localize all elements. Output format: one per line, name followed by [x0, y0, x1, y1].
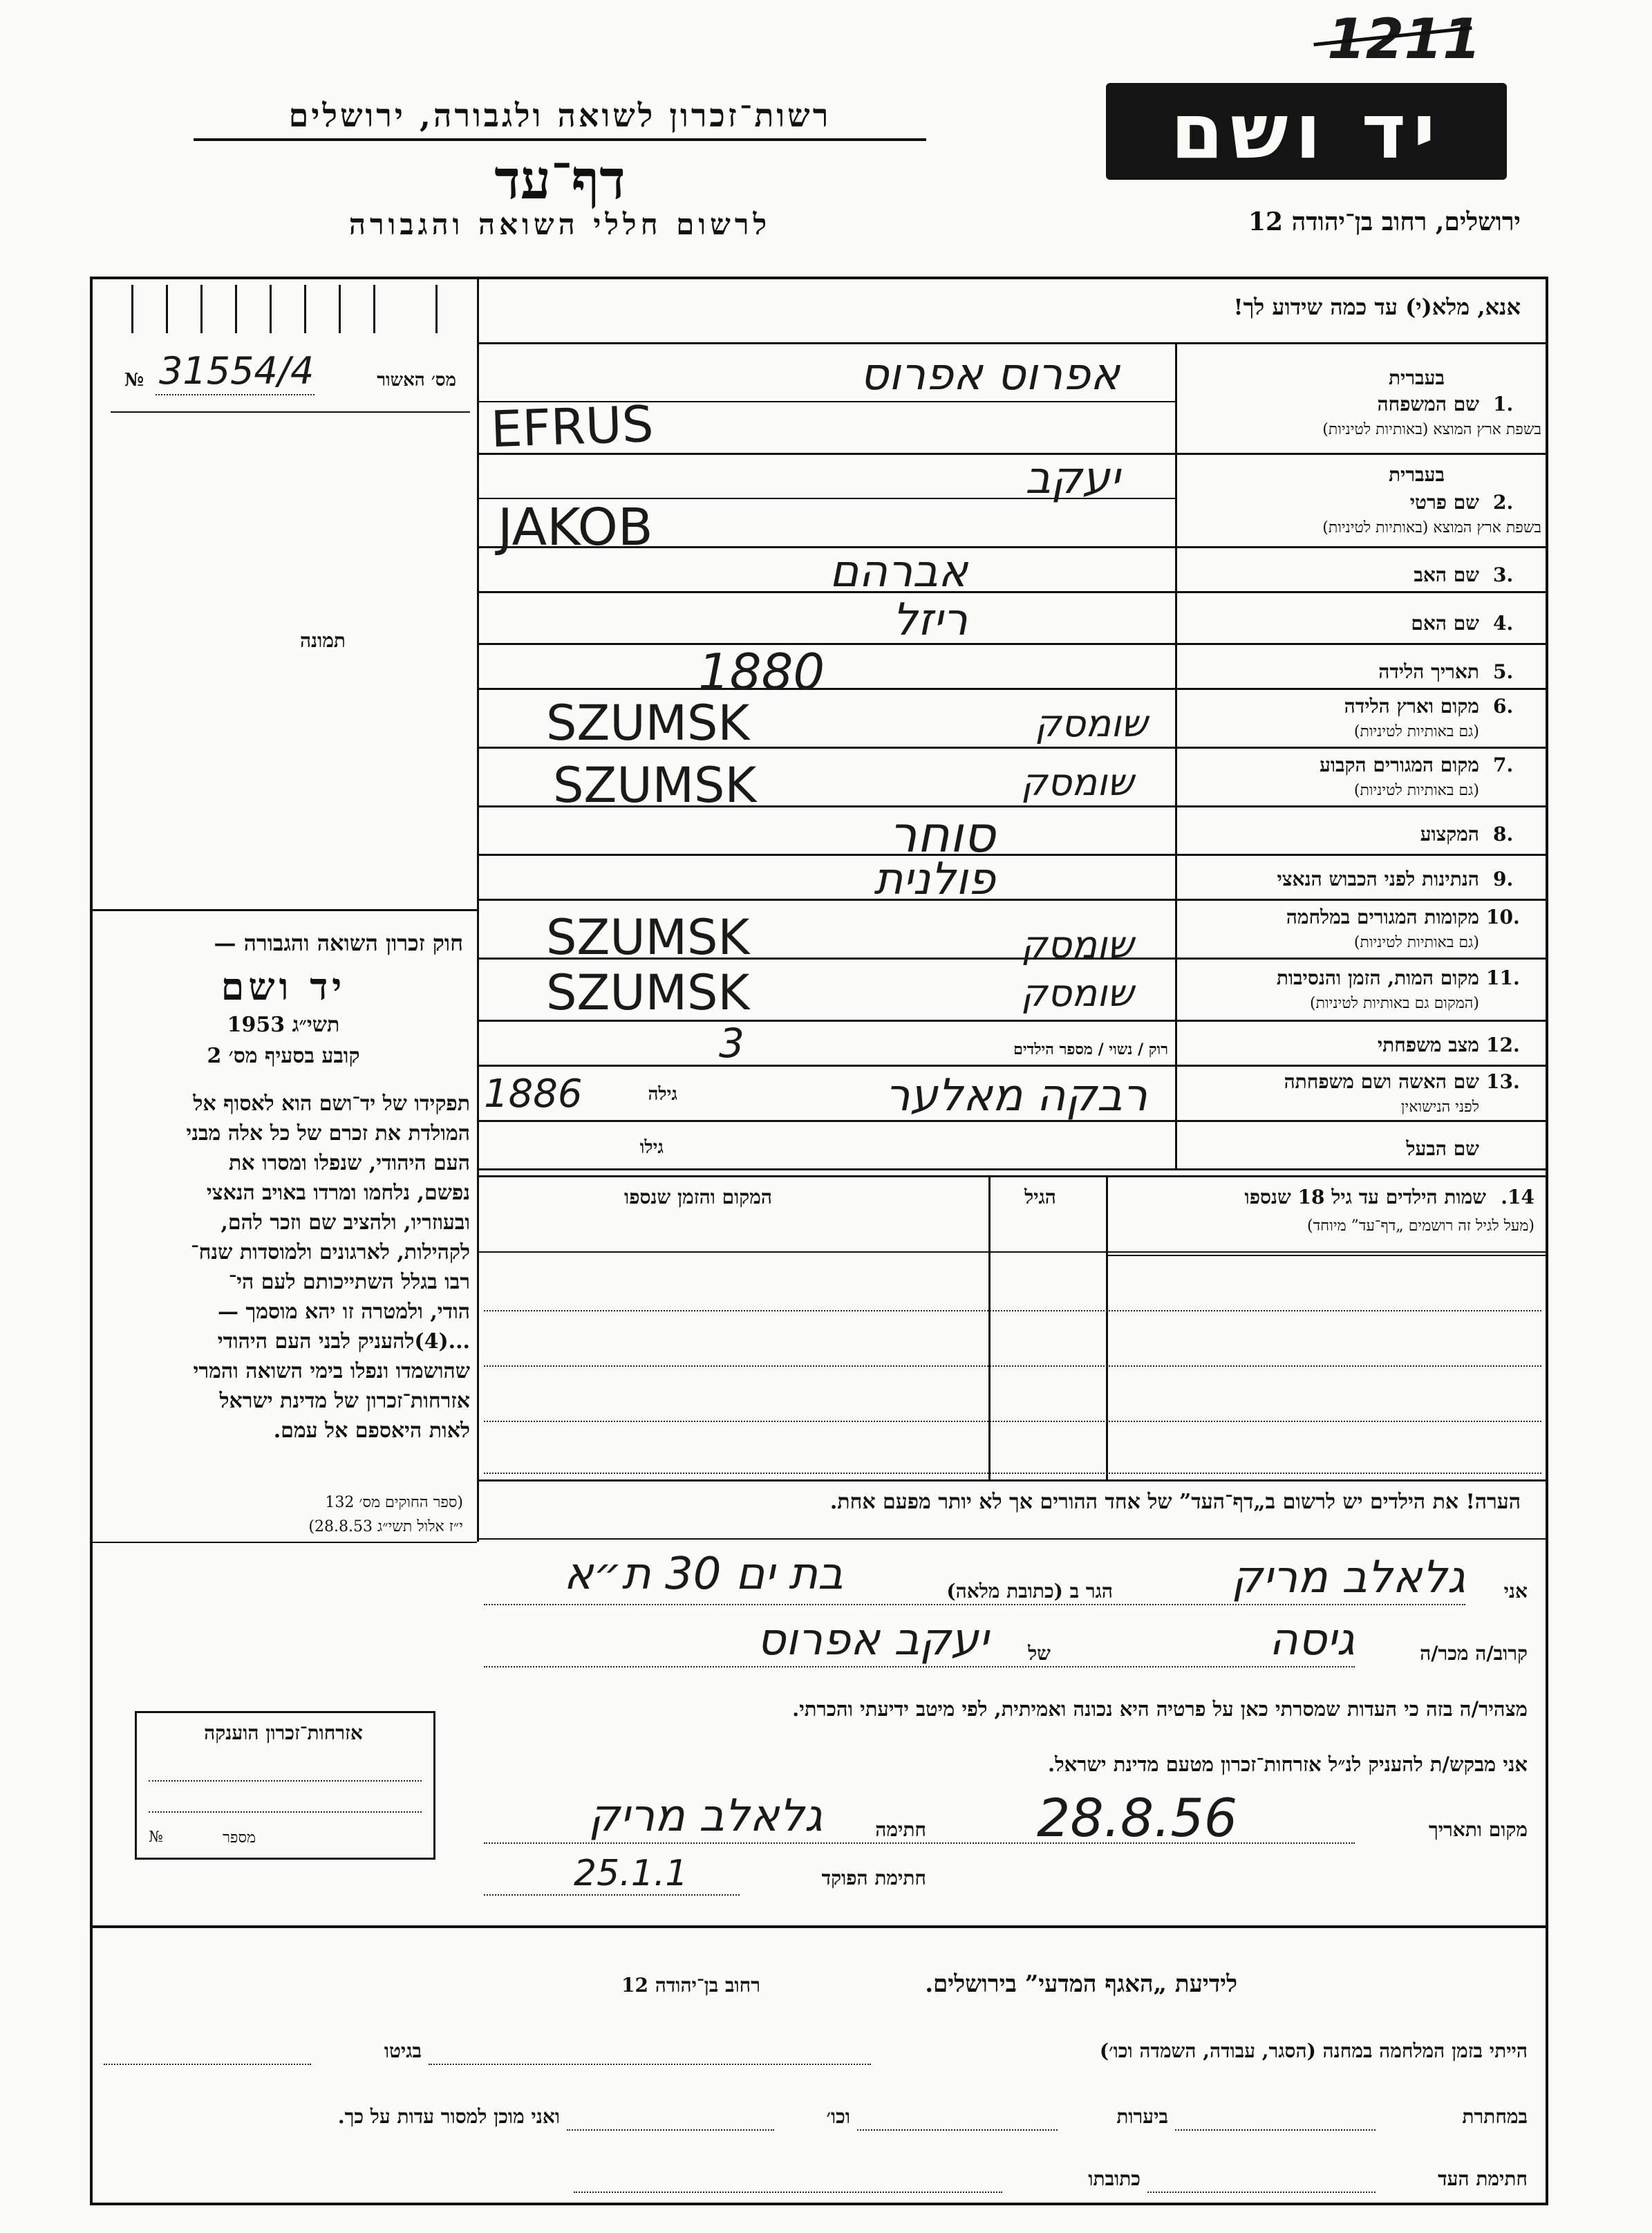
footer-line2c: וכו׳ [826, 2105, 850, 2128]
law-text [100, 1089, 470, 1446]
field-5-label: תאריך הלידה [1378, 660, 1479, 683]
field-13-age-value: 1886 [484, 1072, 583, 1116]
field-6-sub: (גם באותיות לטיניות) [1353, 723, 1479, 740]
field-2-value-latin: JAKOB [498, 498, 653, 557]
law-line: אזרחות־זכרון של מדינת ישראל [219, 1389, 470, 1413]
law-line: שהושמדו ונפלו בימי השואה והמרי [193, 1359, 470, 1383]
field-12-num: 12. [1486, 1034, 1520, 1056]
children-divider-1 [1106, 1175, 1108, 1479]
field-1-num: 1. [1493, 393, 1514, 415]
field-5-num: 5. [1493, 660, 1514, 683]
field-12-label: מצב משפחתי [1377, 1034, 1479, 1056]
law-heading: חוק זכרון השואה והגבורה — [214, 930, 463, 956]
field-1-sub2: בשפת ארץ המוצא (באותיות לטיניות) [1322, 421, 1541, 438]
field-2-num: 2. [1493, 491, 1514, 514]
form-title: דף־עד [494, 149, 626, 212]
field-11-num: 11. [1486, 966, 1520, 989]
decl-officer-value: 25.1.1 [574, 1853, 688, 1894]
note-bottom [477, 1538, 1548, 1540]
photo-label: תמונה [299, 629, 346, 652]
husband-age-label: גילו [639, 1137, 664, 1158]
field-2-value-hebrew: יעקב [1025, 453, 1120, 504]
children-sub: (מעל לגיל זה רושמים „דף־עד” מיוחד) [1307, 1217, 1534, 1235]
decl-signature: חתימה [875, 1818, 926, 1841]
field-6-num: 6. [1493, 695, 1514, 718]
children-col-place: המקום והזמן שנספו [624, 1186, 772, 1208]
decl-relative-value: גיסה [1268, 1614, 1355, 1665]
decl-resides-value: בת ים 30 ת״א [563, 1549, 843, 1600]
law-line: המולדת את זכרם של כל אלה מבני [186, 1121, 470, 1146]
footer-line3b: כתובתו [1088, 2167, 1141, 2190]
field-3-label: שם האב [1414, 563, 1479, 586]
field-10-value-hebrew: שומסק [1020, 923, 1134, 966]
field-13-label: שם האשה ושם משפחתה [1284, 1070, 1479, 1093]
field-7-value-latin: SZUMSK [553, 757, 757, 814]
field-10-sub: (גם באותיות לטיניות) [1353, 934, 1479, 951]
decl-request: אני מבקש/ת להעניק לנ״ל אזרחות־זכרון מטעם מדינת ישראל. [1048, 1753, 1528, 1776]
field-11-value-latin: SZUMSK [546, 964, 750, 1021]
children-header-bottom [477, 1251, 1548, 1253]
decl-ani-value: גלאלב מריק [1231, 1552, 1465, 1603]
field-2-sub1: בעברית [1388, 463, 1445, 486]
left-column-divider [477, 277, 479, 1542]
law-line: לאות היאספם אל עמם. [273, 1419, 470, 1443]
decl-date-value: 28.8.56 [1037, 1787, 1238, 1849]
decl-place-date: מקום ותאריך [1428, 1818, 1528, 1841]
decl-resides: הגר ב (כתובת מלאה) [946, 1580, 1113, 1603]
children-label: שמות הילדים עד גיל 18 שנספו [1244, 1186, 1486, 1208]
law-line: לקהילות, לארגונים ולמוסדות שנח־ [191, 1240, 470, 1264]
field-7-num: 7. [1493, 754, 1514, 776]
footer-top [90, 1925, 1548, 1928]
field-8-value: סוחר [888, 805, 995, 863]
field-13-num: 13. [1486, 1070, 1520, 1093]
field-1-value-latin: EFRUS [489, 394, 655, 459]
law-line: העם היהודי, שנפלו ומסרו את [228, 1151, 470, 1175]
label-column-divider [1175, 342, 1177, 1168]
children-bottom [477, 1479, 1548, 1482]
field-9-num: 9. [1493, 868, 1514, 890]
field-11-sub: (המקום גם באותיות לטיניות) [1310, 995, 1479, 1012]
decl-statement: מצהיר/ה בזה כי העדות שמסרתי כאן על פרטיה היא נכונה ואמיתית, לפי מיטב ידיעתי והכרתי. [792, 1697, 1528, 1721]
form-subtitle: לרשום חללי השואה והגבורה [348, 207, 771, 241]
tick-marks [104, 285, 477, 340]
approval-value: 31554/4 [159, 349, 315, 393]
children-col-age: הגיל [1024, 1186, 1056, 1208]
decl-officer: חתימת הפוקד [821, 1867, 926, 1889]
law-line: רבו בגלל השתייכותם לעם הי־ [228, 1270, 470, 1294]
approval-label: מס׳ האשור [377, 370, 456, 391]
field-12-inline: רוק / נשוי / מספר הילדים [1013, 1040, 1168, 1058]
field-5-value: 1880 [698, 643, 825, 701]
field-1-label: שם המשפחה [1377, 393, 1479, 415]
approval-underline [111, 411, 470, 413]
law-year: תשי״ג 1953 [227, 1013, 340, 1037]
field-4-label: שם האם [1411, 612, 1479, 635]
field-2-sub2: בשפת ארץ המוצא (באותיות לטיניות) [1322, 519, 1541, 536]
field-11-value-hebrew: שומסק [1020, 971, 1134, 1015]
law-line: הודי, ולמטרה זו יהא מוסמך — [218, 1300, 470, 1324]
law-line: ...(4)להעניק לבני העם היהודי [217, 1329, 470, 1354]
footer-line3a: חתימת העד [1438, 2167, 1528, 2190]
decl-of: של [1028, 1642, 1051, 1665]
field-3-num: 3. [1493, 563, 1514, 586]
field-7-label: מקום המגורים הקבוע [1320, 754, 1479, 776]
footer-line2a: במחתרת [1462, 2105, 1528, 2128]
citizenship-no-sign: № [149, 1829, 163, 1846]
field-10-num: 10. [1486, 906, 1520, 928]
children-divider-2 [988, 1175, 991, 1479]
field-8-label: המקצוע [1420, 823, 1479, 845]
field-4-num: 4. [1493, 612, 1514, 635]
law-line: נפשם, נלחמו ומרדו באויב הנאצי [206, 1181, 470, 1205]
logo-text: יד ושם [1170, 87, 1443, 176]
children-num: 14. [1501, 1186, 1534, 1208]
field-4-value: ריזל [892, 595, 968, 646]
field-9-label: הנתינות לפני הכבוש הנאצי [1277, 868, 1479, 890]
field-3-value: אברהם [829, 546, 968, 597]
field-13-value: רבקה מאלער [885, 1070, 1147, 1121]
law-line: תפקידו של יד־ושם הוא לאסוף אל [193, 1092, 470, 1116]
law-ref-2: י״ז אלול תשי״ג 28.8.53) [308, 1518, 463, 1535]
photo-bottom [90, 909, 477, 911]
file-number: 1211 [1327, 7, 1481, 71]
authority-name: רשות־זכרון לשואה ולגבורה, ירושלים [288, 97, 832, 134]
note-text: הערה! את הילדים יש לרשום ב„דף־העד” של אחד ההורים אך לא יותר מפעם אחת. [829, 1490, 1521, 1514]
left-column-bottom [90, 1542, 477, 1543]
field-8-num: 8. [1493, 823, 1514, 845]
field-11-label: מקום המות, הזמן והנסיבות [1276, 966, 1479, 989]
field-7-value-hebrew: שומסק [1020, 760, 1134, 804]
instruction-underline [477, 342, 1548, 344]
header-address: ירושלים, רחוב בן־יהודה 12 [1248, 207, 1521, 236]
citizenship-number-label: מספר [223, 1829, 256, 1847]
field-1-value-hebrew: אפרוס אפרוס [859, 349, 1120, 400]
footer-line1a: הייתי בזמן המלחמה במחנה (הסגר, עבודה, השמדה וכו׳) [1099, 2039, 1528, 2062]
law-ref-1: (ספר החוקים מס׳ 132 [325, 1494, 463, 1511]
field-1-sub1: בעברית [1388, 366, 1445, 389]
field-13-age-label: גילה [648, 1084, 677, 1105]
law-line: ובעוזריו, ולהציב שם וזכר להם, [220, 1211, 470, 1235]
law-name: יד ושם [220, 964, 346, 1009]
footer-line1b: בגיטו [384, 2039, 422, 2062]
decl-of-value: יעקב אפרוס [757, 1614, 988, 1665]
field-10-value-latin: SZUMSK [546, 909, 750, 966]
footer-attention: לידיעת „האגף המדעי” בירושלים. [925, 1970, 1237, 1998]
footer-address: רחוב בן־יהודה 12 [621, 1974, 760, 1997]
footer-line2b: ביערות [1116, 2105, 1168, 2128]
law-clause: קובע בסעיף מס׳ 2 [207, 1044, 360, 1068]
yad-vashem-logo [1106, 83, 1507, 180]
field-13-sub: לפני הנישואין [1400, 1099, 1479, 1116]
authority-underline [194, 138, 926, 141]
decl-relative: קרוב/ה מכר/ה [1420, 1642, 1528, 1665]
field-9-value: פולנית [874, 854, 995, 905]
footer-line2d: ואני מוכן למסור עדות על כך. [337, 2105, 560, 2128]
decl-ani: אני [1503, 1580, 1528, 1603]
field-2-label: שם פרטי [1409, 491, 1479, 514]
field-6-label: מקום וארץ הלידה [1344, 695, 1479, 718]
field-6-value-latin: SZUMSK [546, 695, 750, 751]
instruction-text: אנא, מלא(י) עד כמה שידוע לך! [1233, 294, 1521, 320]
children-top [477, 1175, 1548, 1177]
field-10-label: מקומות המגורים במלחמה [1286, 906, 1479, 928]
decl-signature-value: גלאלב מריק [588, 1791, 823, 1842]
citizenship-title: אזרחות־זכרון הוענקה [204, 1721, 363, 1744]
approval-line [156, 394, 315, 395]
field-6-value-hebrew: שומסק [1034, 702, 1147, 745]
approval-no-sign: № [124, 370, 144, 391]
husband-label: שם הבעל [1406, 1137, 1479, 1160]
field-7-sub: (גם באותיות לטיניות) [1353, 782, 1479, 799]
field-12-value: 3 [719, 1020, 744, 1067]
